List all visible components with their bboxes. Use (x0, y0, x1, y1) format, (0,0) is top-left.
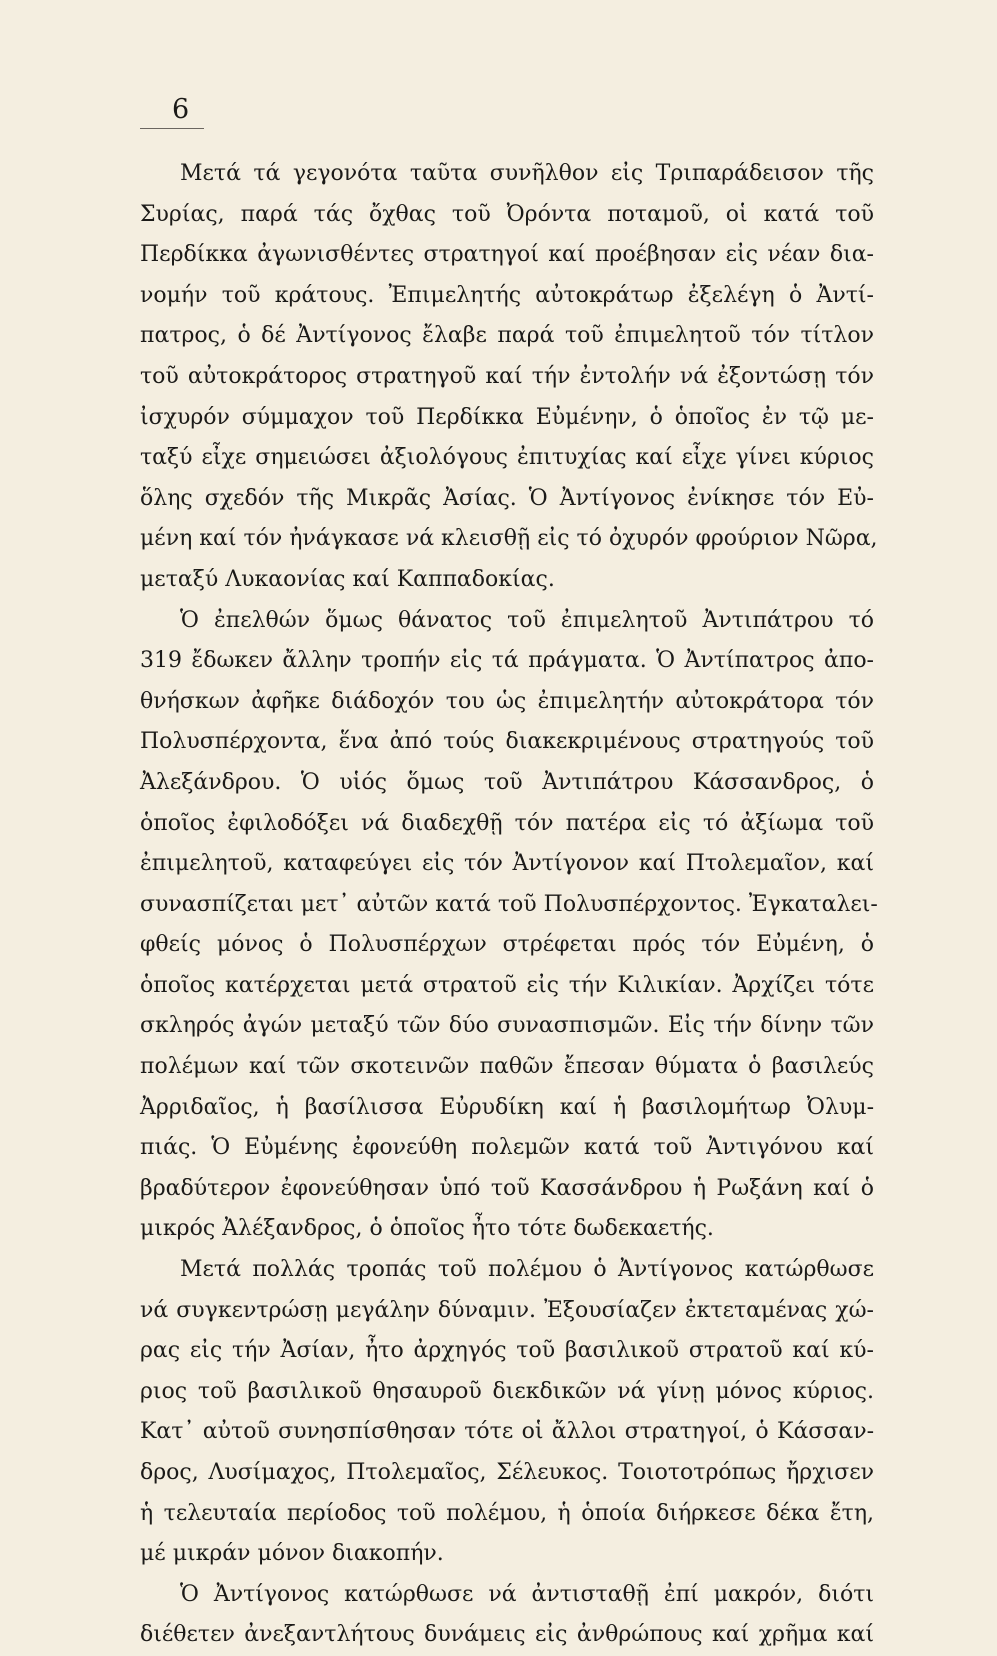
text-line: Ἀλεξάνδρου. Ὁ υἱός ὅμως τοῦ Ἀντιπάτρου Κάσσανδρος, ὁ (140, 769, 874, 795)
text-line: Ἀρριδαῖος, ἡ βασίλισσα Εὐρυδίκη καί ἡ βασιλομήτωρ Ὀλυμ- (140, 1094, 874, 1120)
text-line: 319 ἔδωκεν ἄλλην τροπήν εἰς τά πράγματα. Ὁ Ἀντίπατρος ἀπο- (140, 648, 874, 674)
text-line: ἡ τελευταία περίοδος τοῦ πολέμου, ἡ ὁποία διήρκεσε δέκα ἔτη, (140, 1500, 874, 1526)
text-line: διέθετεν ἀνεξαντλήτους δυνάμεις εἰς ἀνθρώπους καί χρῆμα καί (140, 1622, 874, 1648)
text-line: πατρος, ὁ δέ Ἀντίγονος ἔλαβε παρά τοῦ ἐπιμελητοῦ τόν τίτλον (140, 323, 874, 349)
body-text (140, 154, 878, 1656)
text-line: μέ μικράν μόνον διακοπήν. (140, 1541, 444, 1567)
text-line: ριος τοῦ βασιλικοῦ θησαυροῦ διεκδικῶν νά γίνῃ μόνος κύριος. (140, 1378, 874, 1404)
text-line: νά συγκεντρώσῃ μεγάλην δύναμιν. Ἐξουσίαζεν ἐκτεταμένας χώ- (140, 1297, 874, 1323)
paragraph (140, 1250, 874, 1575)
text-line: μικρός Ἀλέξανδρος, ὁ ὁποῖος ἦτο τότε δωδεκαετής. (140, 1216, 714, 1242)
text-line: μένη καί τόν ἠνάγκασε νά κλεισθῇ εἰς τό ὀχυρόν φρούριον Νῶρα, (140, 526, 878, 552)
text-line: πολέμων καί τῶν σκοτεινῶν παθῶν ἔπεσαν θύματα ὁ βασιλεύς (140, 1054, 874, 1080)
text-line: Ὁ Ἀντίγονος κατώρθωσε νά ἀντισταθῇ ἐπί μακρόν, διότι (180, 1581, 874, 1607)
text-line: ἐπιμελητοῦ, καταφεύγει εἰς τόν Ἀντίγονον καί Πτολεμαῖον, καί (140, 851, 874, 877)
text-line: Κατ᾽ αὐτοῦ συνησπίσθησαν τότε οἱ ἄλλοι στρατηγοί, ὁ Κάσσαν- (140, 1419, 874, 1445)
text-line: ταξύ εἶχε σημειώσει ἀξιολόγους ἐπιτυχίας καί εἶχε γίνει κύριος (140, 445, 874, 471)
header-rule (140, 128, 204, 129)
paragraph (140, 1575, 874, 1656)
text-line: συνασπίζεται μετ᾽ αὐτῶν κατά τοῦ Πολυσπέρχοντος. Ἐγκαταλει- (140, 891, 878, 917)
text-line: Μετά τά γεγονότα ταῦτα συνῆλθον εἰς Τριπαράδεισον τῆς (180, 161, 874, 186)
text-line: Περδίκκα ἀγωνισθέντες στρατηγοί καί προέβησαν εἰς νέαν δια- (140, 242, 874, 268)
text-line: δρος, Λυσίμαχος, Πτολεμαῖος, Σέλευκος. Τοιοτοτρόπως ἤρχισεν (140, 1460, 874, 1485)
text-line: ὁποῖος κατέρχεται μετά στρατοῦ εἰς τήν Κιλικίαν. Ἀρχίζει τότε (140, 972, 874, 998)
paragraph (140, 154, 878, 601)
text-line: ὅλης σχεδόν τῆς Μικρᾶς Ἀσίας. Ὁ Ἀντίγονος ἐνίκησε τόν Εὐ- (140, 485, 874, 511)
text-line: Ὁ ἐπελθών ὅμως θάνατος τοῦ ἐπιμελητοῦ Ἀντιπάτρου τό (180, 607, 874, 633)
paragraph (140, 601, 878, 1251)
page-number: 6 (172, 94, 190, 125)
text-line: ρας εἰς τήν Ἀσίαν, ἦτο ἀρχηγός τοῦ βασιλικοῦ στρατοῦ καί κύ- (140, 1338, 874, 1364)
text-line: φθείς μόνος ὁ Πολυσπέρχων στρέφεται πρός τόν Εὐμένη, ὁ (140, 932, 874, 958)
text-line: σκληρός ἀγών μεταξύ τῶν δύο συνασπισμῶν. Εἰς τήν δίνην τῶν (140, 1013, 874, 1039)
text-line: μεταξύ Λυκαονίας καί Καππαδοκίας. (140, 566, 555, 592)
text-line: θνήσκων ἀφῆκε διάδοχόν του ὡς ἐπιμελητήν αὐτοκράτορα τόν (140, 688, 874, 714)
text-line: ὁποῖος ἐφιλοδόξει νά διαδεχθῇ τόν πατέρα εἰς τό ἀξίωμα τοῦ (140, 810, 874, 836)
text-line: βραδύτερον ἐφονεύθησαν ὑπό τοῦ Κασσάνδρου ἡ Ρωξάνη καί ὁ (140, 1175, 874, 1201)
text-line: Πολυσπέρχοντα, ἕνα ἀπό τούς διακεκριμένους στρατηγούς τοῦ (140, 729, 874, 755)
text-line: νομήν τοῦ κράτους. Ἐπιμελητής αὐτοκράτωρ ἐξελέγη ὁ Ἀντί- (140, 282, 874, 308)
text-line: τοῦ αὐτοκράτορος στρατηγοῦ καί τήν ἐντολήν νά ἐξοντώσῃ τόν (140, 363, 874, 389)
text-line: Συρίας, παρά τάς ὄχθας τοῦ Ὀρόντα ποταμοῦ, οἱ κατά τοῦ (140, 201, 874, 227)
text-line: Μετά πολλάς τροπάς τοῦ πολέμου ὁ Ἀντίγονος κατώρθωσε (180, 1257, 874, 1283)
text-line: ἰσχυρόν σύμμαχον τοῦ Περδίκκα Εὐμένην, ὁ ὁποῖος ἐν τῷ με- (140, 404, 874, 430)
text-line: πιάς. Ὁ Εὐμένης ἐφονεύθη πολεμῶν κατά τοῦ Ἀντιγόνου καί (140, 1135, 874, 1161)
